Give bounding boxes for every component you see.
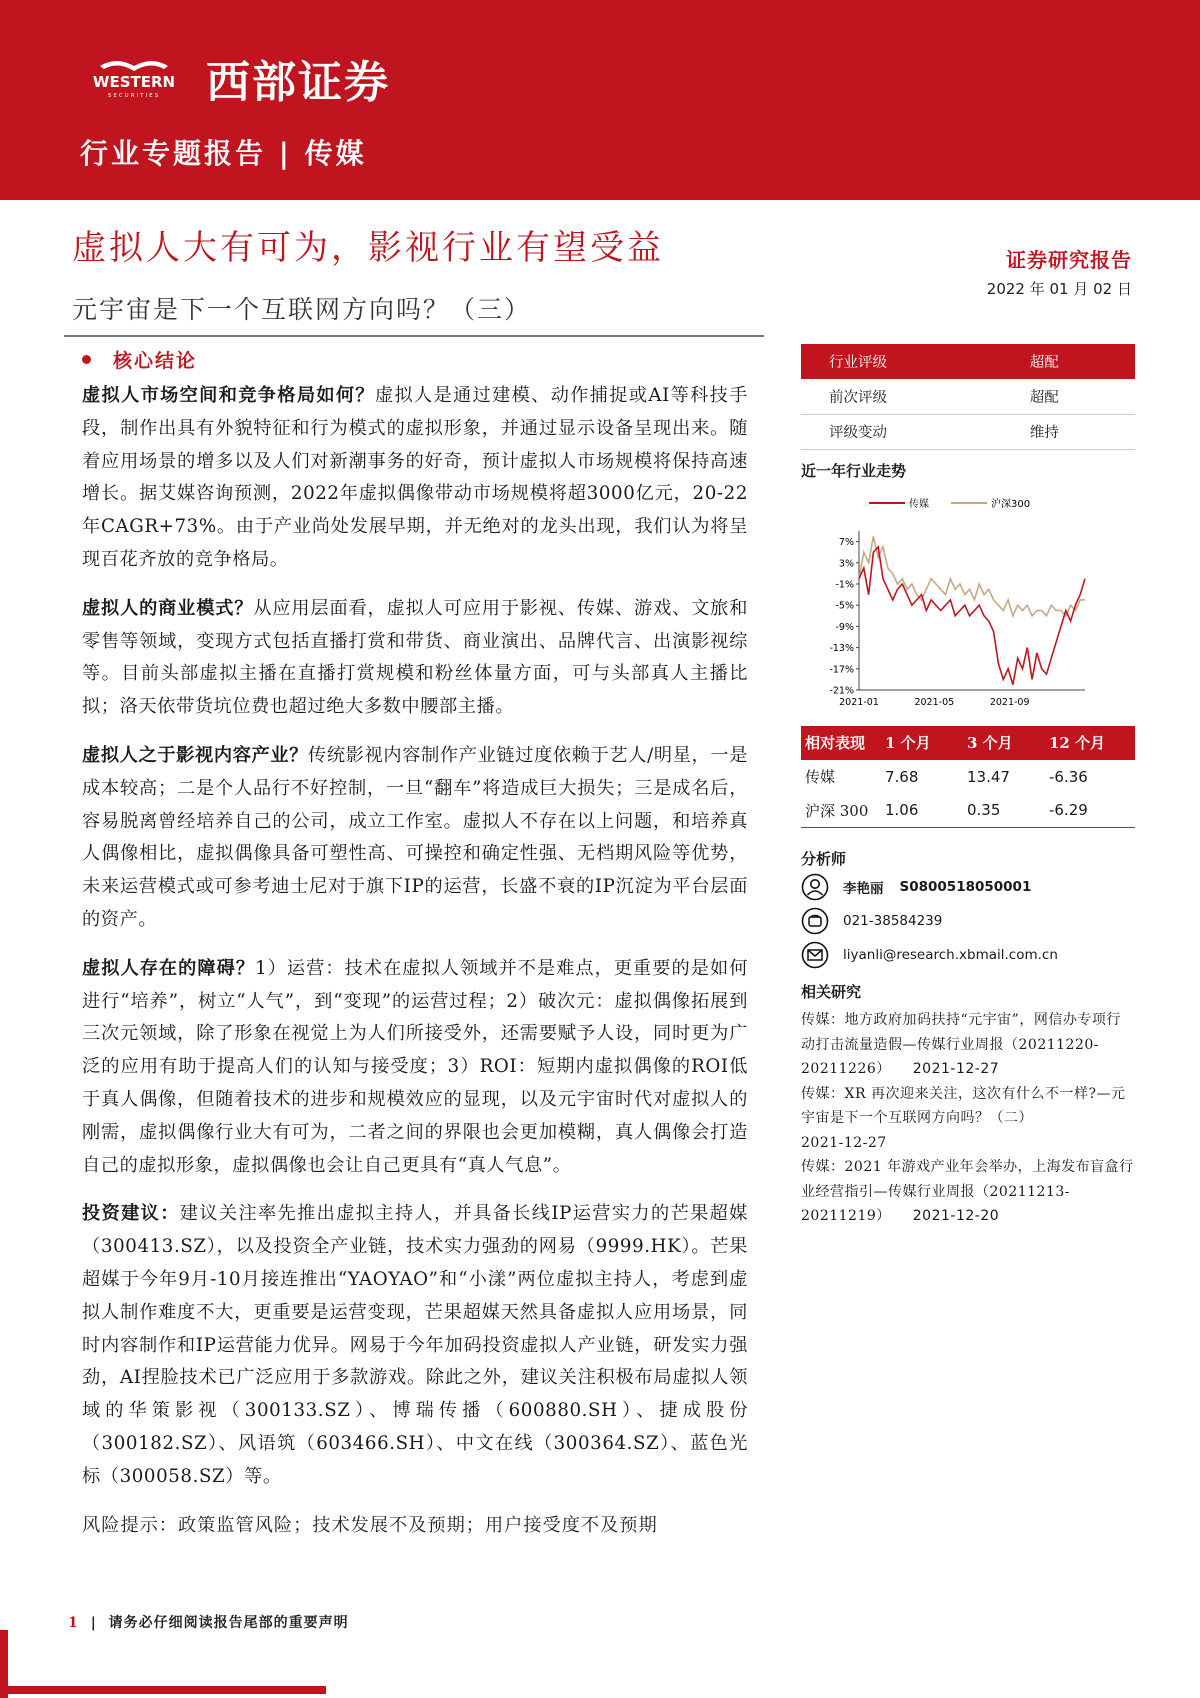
y-tick-label: -9% bbox=[835, 621, 854, 633]
paragraph-film-industry: 虚拟人之于影视内容产业？传统影视内容制作产业链过度依赖于艺人/明星，一是成本较高；二是个人品行不好控制，一旦“翻车”将造成巨大损失；三是成名后，容易脱离曾经培养自己的公司，成立工作室。虚拟人不存在以上问题，和培养真人偶像相比，虚拟偶像具备可塑性高、可操控和确定性强、无档期风险等优势，未来运营模式或可参考迪士尼对于旗下IP的运营，长盛不衰的IP沉淀为平台层面的资产。 bbox=[82, 744, 749, 930]
y-tick-label: -13% bbox=[829, 642, 854, 654]
report-type: 行业专题报告 | 传媒 bbox=[80, 137, 367, 170]
analyst-phone-row bbox=[801, 905, 1135, 937]
related-research-title: 相关研究 bbox=[801, 983, 862, 1001]
sidebar bbox=[801, 344, 1135, 1229]
core-conclusion-heading: 核心结论 bbox=[82, 346, 197, 373]
performance-row: 传媒 7.68 13.47 -6.36 bbox=[805, 767, 1088, 786]
svg-text:SECURITIES: SECURITIES bbox=[107, 93, 161, 99]
risk-notice: 风险提示：政策监管风险；技术发展不及预期；用户接受度不及预期 bbox=[82, 1514, 658, 1536]
report-label: 证券研究报告 bbox=[1006, 248, 1132, 272]
x-tick-label: 2021-01 bbox=[839, 696, 879, 708]
y-tick-label: 7% bbox=[838, 536, 854, 548]
y-tick-label: -1% bbox=[835, 579, 854, 590]
brand-name: 西部证券 bbox=[206, 57, 390, 108]
western-securities-logo bbox=[78, 52, 190, 102]
rating-row: 前次评级 超配 bbox=[801, 379, 1135, 414]
related-research-item[interactable]: 传媒：地方政府加码扶持“元宇宙”，网信办专项行动打击流量造假—传媒行业周报（20211220-20211226） 2021-12-27 bbox=[801, 1012, 1121, 1077]
related-research-item[interactable]: 传媒：2021 年游戏产业年会举办，上海发布盲盒行业经营指引—传媒行业周报（20211213-20211219） 2021-12-20 bbox=[801, 1159, 1134, 1224]
footer: 1 | 请务必仔细阅读报告尾部的重要声明 bbox=[68, 1615, 349, 1631]
x-tick-label: 2021-05 bbox=[914, 696, 955, 708]
sub-title: 元宇宙是下一个互联网方向吗？（三） bbox=[72, 295, 532, 324]
title-divider bbox=[64, 335, 764, 337]
performance-table bbox=[801, 726, 1135, 829]
bullet-dot-icon bbox=[82, 355, 91, 364]
y-tick-label: -21% bbox=[829, 685, 854, 696]
related-research-item[interactable]: 传媒：XR 再次迎来关注，这次有什么不一样?—元宇宙是下一个互联网方向吗？（二） 2021-12-27 bbox=[801, 1085, 1126, 1151]
rating-table bbox=[801, 344, 1135, 450]
paragraph-business-model: 虚拟人的商业模式？从应用层面看，虚拟人可应用于影视、传媒、游戏、文旅和零售等领域，变现方式包括直播打赏和带货、商业演出、品牌代言、出演影视综等。目前头部虚拟主播在直播打赏规模和粉丝体量方面，可与头部真人主播比拟；洛天依带货坑位费也超过绝大多数中腰部主播。 bbox=[82, 597, 748, 718]
analyst-title: 分析师 bbox=[801, 850, 847, 868]
mail-icon bbox=[801, 941, 829, 969]
core-conclusion-body bbox=[82, 380, 748, 1542]
y-tick-label: -17% bbox=[829, 663, 854, 675]
trend-title: 近一年行业走势 bbox=[801, 461, 907, 480]
analyst-name: 李艳丽 bbox=[843, 881, 884, 897]
report-date: 2022 年 01 月 02 日 bbox=[986, 280, 1132, 298]
analyst-name-row bbox=[801, 871, 1135, 903]
paragraph-obstacles: 虚拟人存在的障碍？1）运营：技术在虚拟人领域并不是难点，更重要的是如何进行“培养”，树立“人气”，到“变现”的运营过程；2）破次元：虚拟偶像拓展到三次元领域，除了形象在视觉上为人们所接受外，还需要赋予人设，同时更为广泛的应用有助于提高人们的认知与接受度；3）ROI：短期内虚拟偶像的ROI低于真人偶像，但随着技术的进步和规模效应的显现，以及元宇宙时代对虚拟人的刚需，虚拟偶像行业大有可为，二者之间的界限也会更加模糊，真人偶像会打造自己的虚拟形象，虚拟偶像也会让自己更具有“真人气息”。 bbox=[82, 957, 748, 1176]
series-line-media bbox=[859, 546, 1085, 684]
page-number: 1 bbox=[68, 1615, 79, 1631]
performance-row: 沪深 300 1.06 0.35 -6.29 bbox=[801, 794, 1135, 828]
person-icon bbox=[801, 873, 829, 901]
analyst-email[interactable]: liyanli@research.xbmail.com.cn bbox=[843, 947, 1058, 963]
header-band bbox=[0, 0, 1200, 200]
paragraph-investment: 投资建议：建议关注率先推出虚拟主持人，并具备长线IP运营实力的芒果超媒（300413.SZ），以及投资全产业链，技术实力强劲的网易（9999.HK）。芒果超媒于今年9月-10月接连推出“YAOYAO”和“小漾”两位虚拟主持人，考虑到虚拟人制作难度不大，更重要是运营变现，芒果超媒天然具备虚拟人应用场景，同时内容制作和IP运营能力优异。网易于今年加码投资虚拟人产业链，研发实力强劲，AI捏脸技术已广泛应用于多款游戏。除此之外，建议关注积极布局虚拟人领域的华策影视（300133.SZ）、博瑞传播（600880.SH）、捷成股份（300182.SZ）、风语筑（603466.SH）、中文在线（300364.SZ）、蓝色光标（300058.SZ）等。 bbox=[82, 1203, 748, 1487]
legend-hs300-label: 沪深300 bbox=[991, 498, 1031, 510]
x-tick-label: 2021-09 bbox=[989, 696, 1030, 708]
footer-accent-horizontal bbox=[0, 1686, 326, 1694]
rating-row: 评级变动 维持 bbox=[801, 414, 1135, 449]
series-line-hs300 bbox=[859, 536, 1085, 616]
analyst-email-row bbox=[801, 939, 1135, 971]
trend-chart bbox=[801, 495, 1135, 720]
footer-notice: 请务必仔细阅读报告尾部的重要声明 bbox=[108, 1615, 349, 1631]
analyst-phone: 021-38584239 bbox=[843, 913, 943, 929]
x-axis bbox=[839, 697, 1029, 708]
svg-text:WESTERN: WESTERN bbox=[92, 73, 176, 91]
rating-row: 行业评级 超配 bbox=[801, 344, 1135, 379]
y-tick-label: 3% bbox=[838, 557, 854, 569]
axis-line bbox=[859, 531, 1085, 690]
performance-header: 相对表现 1 个月 3 个月 12 个月 bbox=[801, 726, 1135, 760]
analyst-cert: S0800518050001 bbox=[899, 879, 1032, 895]
paragraph-market: 虚拟人市场空间和竞争格局如何？虚拟人是通过建模、动作捕捉或AI等科技手段，制作出具有外貌特征和行为模式的虚拟形象，并通过显示设备呈现出来。随着应用场景的增多以及人们对新潮事务的好奇，预计虚拟人市场规模将保持高速增长。据艾媒咨询预测，2022年虚拟偶像带动市场规模将超3000亿元，20-22年CAGR+73%。由于产业尚处发展早期，并无绝对的龙头出现，我们认为将呈现百花齐放的竞争格局。 bbox=[82, 385, 748, 570]
trend-chart-svg bbox=[801, 495, 1135, 720]
phone-icon bbox=[801, 907, 829, 935]
y-tick-label: -5% bbox=[835, 600, 854, 612]
legend-media-label: 传媒 bbox=[909, 498, 929, 510]
main-title: 虚拟人大有可为，影视行业有望受益 bbox=[72, 228, 664, 268]
